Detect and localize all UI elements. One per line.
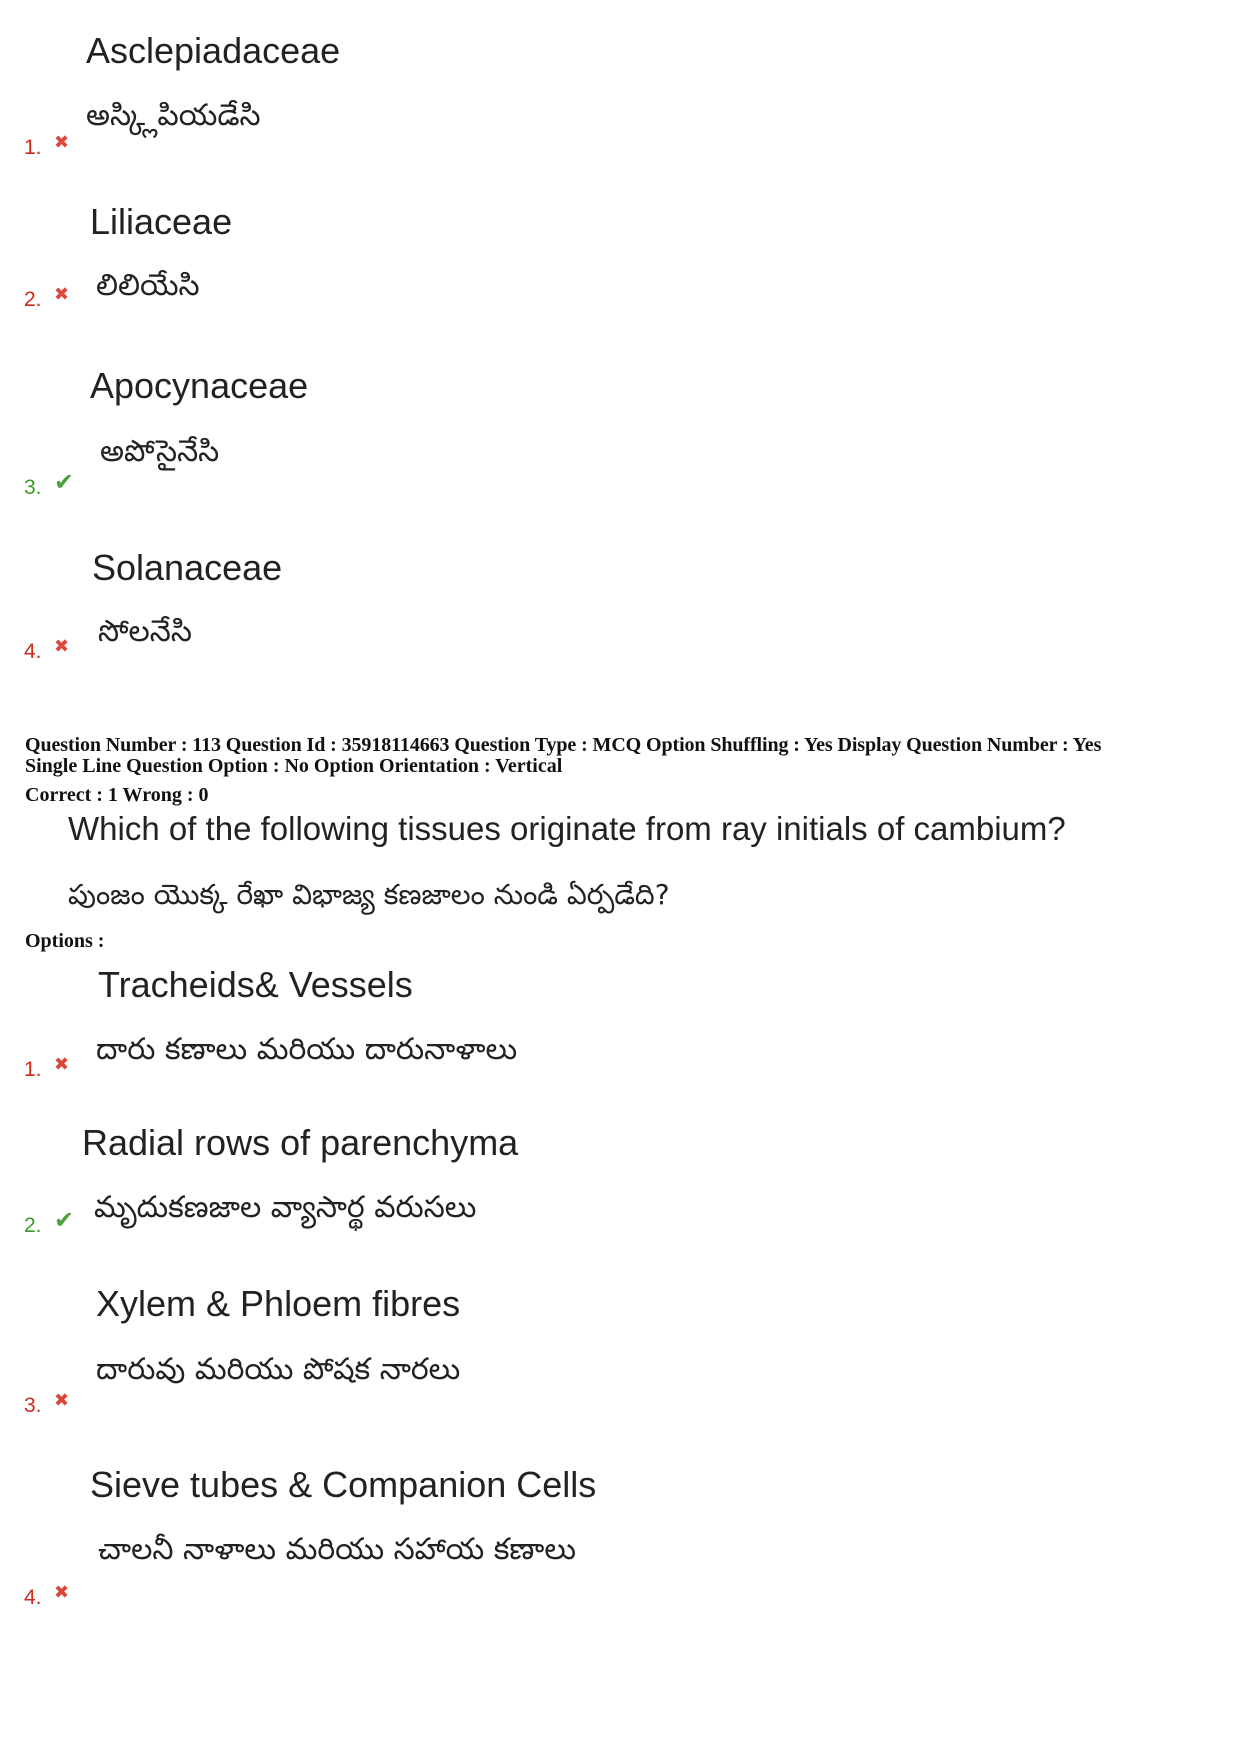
marks-line: Correct : 1 Wrong : 0 bbox=[25, 784, 209, 806]
cross-icon: ✖ bbox=[54, 636, 70, 657]
option-english: Apocynaceae bbox=[90, 365, 309, 406]
option-number: 4. bbox=[24, 640, 42, 663]
option-english: Tracheids& Vessels bbox=[98, 964, 413, 1005]
check-icon: ✔ bbox=[54, 1206, 75, 1234]
option-telugu: అస్క్లిపియడేసి bbox=[86, 98, 261, 133]
option-english: Asclepiadaceae bbox=[86, 30, 341, 71]
question-text-english: Which of the following tissues originate from ray initials of cambium? bbox=[68, 810, 1066, 847]
question-text-telugu: పుంజం యొక్క రేఖా విభాజ్య కణజాలం నుండి ఏర్పడేది? bbox=[68, 878, 670, 911]
option-number: 3. bbox=[24, 476, 42, 499]
cross-icon: ✖ bbox=[54, 1054, 70, 1075]
option-telugu: అపోసైనేసి bbox=[100, 434, 220, 469]
option-english: Liliaceae bbox=[90, 201, 233, 242]
option-number: 2. bbox=[24, 288, 42, 311]
cross-icon: ✖ bbox=[54, 284, 70, 305]
option-telugu: దారు కణాలు మరియు దారునాళాలు bbox=[96, 1032, 518, 1067]
check-icon: ✔ bbox=[54, 468, 75, 496]
cross-icon: ✖ bbox=[54, 1390, 70, 1411]
option-telugu: మృదుకణజాల వ్యాసార్థ వరుసలు bbox=[94, 1190, 477, 1225]
option-number: 1. bbox=[24, 136, 42, 159]
option-english: Sieve tubes & Companion Cells bbox=[90, 1464, 597, 1505]
cross-icon: ✖ bbox=[54, 132, 70, 153]
option-number: 3. bbox=[24, 1394, 42, 1417]
question-meta-line-2: Single Line Question Option : No Option Orientation : Vertical bbox=[25, 755, 563, 777]
options-label: Options : bbox=[25, 930, 105, 952]
option-number: 1. bbox=[24, 1058, 42, 1081]
option-telugu: లిలియేసి bbox=[96, 268, 200, 303]
cross-icon: ✖ bbox=[54, 1582, 70, 1603]
option-english: Xylem & Phloem fibres bbox=[96, 1283, 461, 1324]
question-meta-line-1: Question Number : 113 Question Id : 35918114663 Question Type : MCQ Option Shuffling : Yes Display Question Number : Yes bbox=[25, 734, 1102, 756]
option-telugu: దారువు మరియు పోషక నారలు bbox=[96, 1352, 461, 1387]
option-english: Radial rows of parenchyma bbox=[82, 1122, 519, 1163]
option-english: Solanaceae bbox=[92, 547, 283, 588]
option-telugu: సోలనేసి bbox=[98, 614, 192, 649]
option-number: 2. bbox=[24, 1214, 42, 1237]
option-telugu: చాలనీ నాళాలు మరియు సహాయ కణాలు bbox=[98, 1532, 577, 1567]
option-number: 4. bbox=[24, 1586, 42, 1609]
